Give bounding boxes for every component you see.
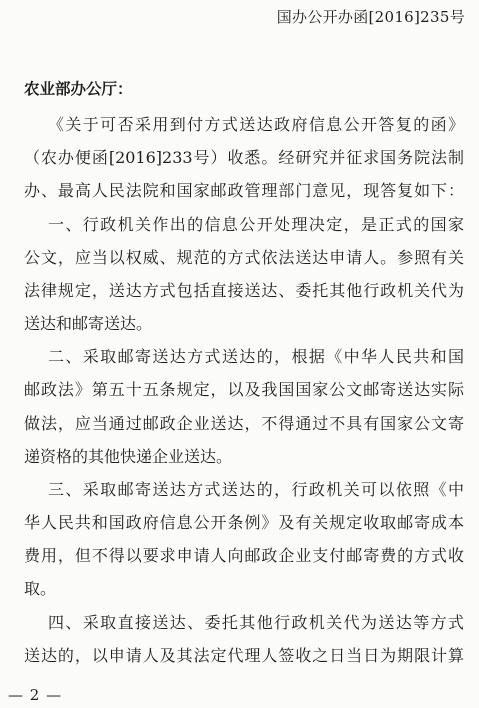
body-line: 法律规定，送达方式包括直接送达、委托其他行政机关代为 xyxy=(24,281,464,300)
document-number: 国办公开办函[2016]235号 xyxy=(276,8,465,26)
body-line: 办、最高人民法院和国家邮政管理部门意见，现答复如下： xyxy=(24,181,464,200)
body-line: 送达的，以申请人及其法定代理人签收之日当日为期限计算 xyxy=(24,646,464,665)
body-line: 三、采取邮寄送达方式送达的，行政机关可以依照《中 xyxy=(48,480,464,499)
body-line: 取。 xyxy=(24,579,57,598)
body-line: 《关于可否采用到付方式送达政府信息公开答复的函》 xyxy=(48,115,464,134)
body-line: （农办便函[2016]233号）收悉。经研究并征求国务院法制 xyxy=(24,148,464,167)
body-line: 做法，应当通过邮政企业送达，不得通过不具有国家公文寄 xyxy=(24,414,464,433)
body-line: 邮政法》第五十五条规定，以及我国国家公文邮寄送达实际 xyxy=(24,380,464,399)
body-line: 华人民共和国政府信息公开条例》及有关规定收取邮寄成本 xyxy=(24,513,464,532)
body-line: 递资格的其他快递企业送达。 xyxy=(24,447,233,466)
body-line: 公文，应当以权威、规范的方式依法送达申请人。参照有关 xyxy=(24,248,464,267)
body-line: 一、行政机关作出的信息公开处理决定，是正式的国家 xyxy=(48,215,464,234)
body-line: 费用，但不得以要求申请人向邮政企业支付邮寄费的方式收 xyxy=(24,546,464,565)
page-number: — 2 — xyxy=(8,686,63,704)
body-line: 送达和邮寄送达。 xyxy=(24,314,153,333)
body-line: 四、采取直接送达、委托其他行政机关代为送达等方式 xyxy=(48,613,464,632)
salutation: 农业部办公厅： xyxy=(24,80,133,98)
body-line: 二、采取邮寄送达方式送达的，根据《中华人民共和国 xyxy=(48,347,464,366)
